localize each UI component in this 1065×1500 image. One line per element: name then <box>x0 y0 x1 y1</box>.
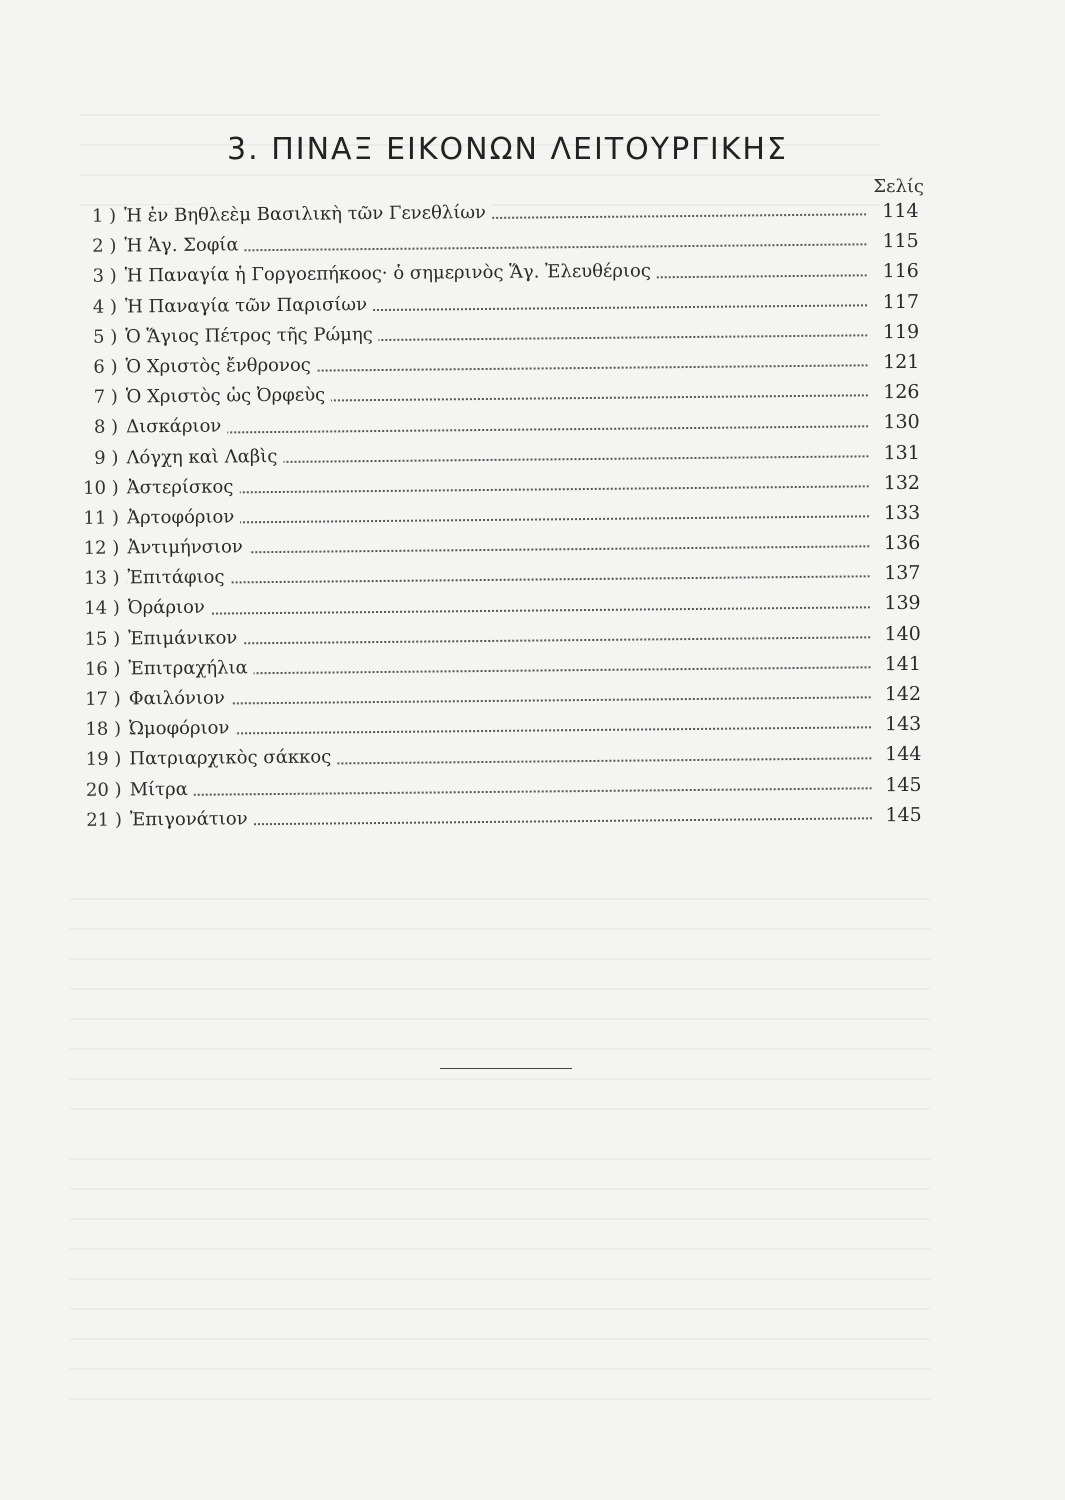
page-number-column <box>870 196 933 830</box>
entry-title: Ἡ Ἁγ. Σοφία <box>124 234 244 256</box>
entry-title: Ἀρτοφόριον <box>127 506 240 528</box>
entry-page-number: 143 <box>884 713 922 736</box>
entry-title: Φαιλόνιον <box>129 687 231 709</box>
leader-dots <box>129 727 871 736</box>
section-divider-rule <box>440 1068 572 1069</box>
entry-title: Ἐπιγονάτιον <box>130 808 254 830</box>
entry-title: Ἀντιμήνσιον <box>127 536 249 558</box>
entry-page-number: 140 <box>884 622 921 645</box>
page-column-header: Σελίς <box>873 176 924 197</box>
entry-page-number: 141 <box>884 652 921 675</box>
entry-number: 15 ) <box>84 628 121 650</box>
page-title: 3. ΠΙΝΑΞ ΕΙΚΟΝΩΝ ΛΕΙΤΟΥΡΓΙΚΗΣ <box>227 132 788 168</box>
entry-title: Λόγχη καὶ Λαβὶς <box>126 445 283 468</box>
entry-number: 18 ) <box>85 718 122 741</box>
entry-page-number: 121 <box>883 350 920 374</box>
entry-text-line <box>130 798 872 835</box>
entry-page-number: 126 <box>883 381 920 404</box>
leader-dots <box>128 606 870 615</box>
entry-number: 8 ) <box>93 416 119 439</box>
entry-page-number: 131 <box>883 441 920 464</box>
entry-number: 13 ) <box>83 567 120 590</box>
entry-page-number: 132 <box>883 471 921 494</box>
bleed-through-bottom <box>70 1130 930 1400</box>
bleed-through-middle <box>70 880 930 1110</box>
leader-dots <box>129 697 871 706</box>
leader-dots <box>128 576 870 585</box>
entry-number: 16 ) <box>84 658 121 680</box>
entry-number: 6 ) <box>93 356 118 378</box>
entry-page-number: 130 <box>883 411 920 434</box>
entry-number: 5 ) <box>92 326 118 348</box>
entry-title: Ὁ Χριστὸς ὡς Ὀρφεὺς <box>126 385 332 408</box>
entry-title: Ὀράριον <box>128 597 211 619</box>
entry-page-number: 115 <box>882 230 919 253</box>
toc-list <box>66 194 872 836</box>
entry-title: Ἐπιτραχήλια <box>128 657 253 679</box>
leader-dots <box>126 425 868 434</box>
entry-page-number: 144 <box>885 743 922 766</box>
entry-title: Ἡ ἐν Βηθλεὲμ Βασιλικὴ τῶν Γενεθλίων <box>124 202 492 227</box>
entry-title: Ὠμοφόριον <box>129 718 236 740</box>
entry-number: 14 ) <box>84 597 121 620</box>
entry-page-number: 114 <box>882 199 919 223</box>
entry-title: Μίτρα <box>130 778 194 800</box>
entry-title: Ὁ Χριστὸς ἔνθρονος <box>125 355 316 378</box>
entry-title: Ὁ Ἅγιος Πέτρος τῆς Ρώμης <box>125 324 379 347</box>
entry-number: 20 ) <box>85 779 122 801</box>
entry-page-number: 142 <box>884 682 922 706</box>
entry-title: Ἡ Παναγία ἡ Γοργοεπήκοος· ὁ σημερινὸς Ἅγ. Ἐλευθέριος <box>125 261 657 287</box>
entry-number: 21 ) <box>86 809 123 831</box>
entry-page-number: 119 <box>882 320 920 343</box>
toc-entry <box>72 798 872 836</box>
entry-page-number: 133 <box>883 501 921 524</box>
entry-number: 10 ) <box>82 477 119 499</box>
leader-dots <box>130 787 872 796</box>
entry-number: 4 ) <box>92 296 118 318</box>
entry-number: 2 ) <box>92 235 117 257</box>
entry-title: Πατριαρχικὸς σάκκος <box>129 747 337 770</box>
entry-page-number: 145 <box>885 803 922 826</box>
entry-number: 12 ) <box>83 537 120 559</box>
entry-title: Ἡ Παναγία τῶν Παρισίων <box>125 294 373 317</box>
entry-page-number: 136 <box>883 531 921 555</box>
entry-number: 7 ) <box>93 386 118 408</box>
entry-title: Ἀστερίσκος <box>127 476 240 498</box>
entry-page-number: 139 <box>884 592 921 615</box>
entry-number: 17 ) <box>85 688 121 710</box>
entry-title: Ἐπιμάνικον <box>128 627 243 649</box>
entry-page-number: 117 <box>882 290 920 313</box>
entry-number: 3 ) <box>92 265 117 288</box>
entry-number: 19 ) <box>85 748 122 771</box>
entry-title: Δισκάριον <box>126 416 227 438</box>
entry-page-number: 116 <box>882 260 919 283</box>
entry-number: 1 ) <box>91 205 117 227</box>
entry-number: 11 ) <box>83 507 120 529</box>
entry-number: 9 ) <box>94 447 119 469</box>
entry-page-number: 137 <box>884 562 921 585</box>
entry-page-number: 145 <box>885 773 922 796</box>
entry-title: Ἐπιτάφιος <box>128 567 231 589</box>
